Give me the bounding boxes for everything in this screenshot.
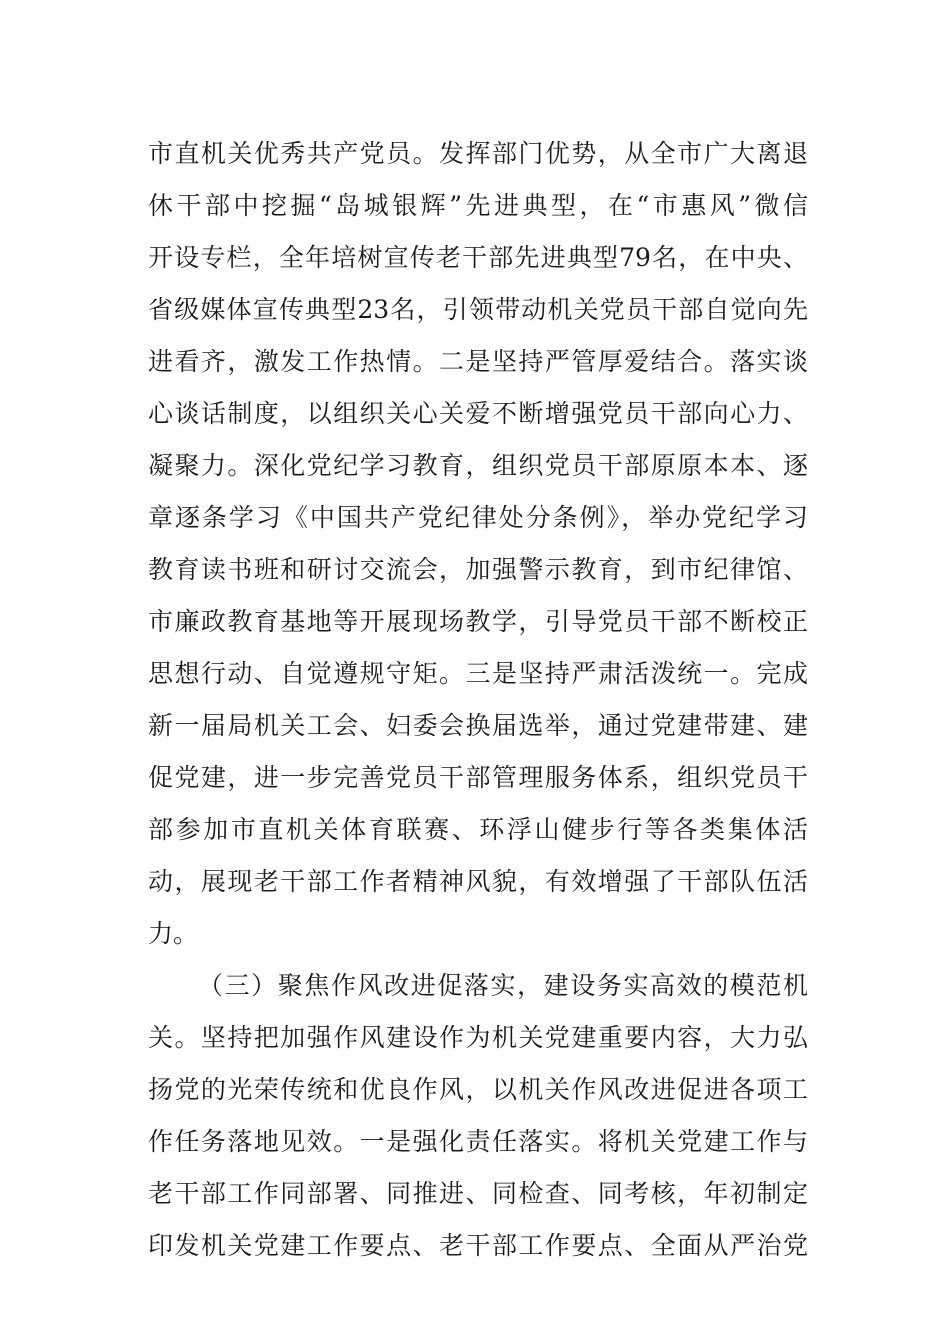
text-line: 新一届局机关工会、妇委会换届选举，通过党建带建、建 [148,711,808,740]
text-line: 市廉政教育基地等开展现场教学，引导党员干部不断校正 [148,607,808,636]
text-line: 思想行动、自觉遵规守矩。三是坚持严肃活泼统一。完成 [148,659,808,688]
text-line: 进看齐，激发工作热情。二是坚持严管厚爱结合。落实谈 [148,347,808,376]
text-line: 部参加市直机关体育联赛、环浮山健步行等各类集体活 [148,815,808,844]
text-line: 促党建，进一步完善党员干部管理服务体系，组织党员干 [148,763,808,792]
text-line: 老干部工作同部署、同推进、同检查、同考核，年初制定 [148,1179,808,1208]
section-heading-line: （三）聚焦作风改进促落实，建设务实高效的模范机 [198,971,808,1000]
text-line: 教育读书班和研讨交流会，加强警示教育，到市纪律馆、 [148,555,808,584]
text-line: 心谈话制度，以组织关心关爱不断增强党员干部向心力、 [148,399,808,428]
text-line: 章逐条学习《中国共产党纪律处分条例》，举办党纪学习 [148,503,808,532]
text-line: 市直机关优秀共产党员。发挥部门优势，从全市广大离退 [148,139,808,168]
text-line: 开设专栏，全年培树宣传老干部先进典型79名，在中央、 [148,243,808,272]
text-line: 作任务落地见效。一是强化责任落实。将机关党建工作与 [148,1127,808,1156]
text-line: 省级媒体宣传典型23名，引领带动机关党员干部自觉向先 [148,295,808,324]
text-line: 凝聚力。深化党纪学习教育，组织党员干部原原本本、逐 [148,451,808,480]
paragraph-end-line: 力。 [148,919,199,948]
text-line: 扬党的光荣传统和优良作风，以机关作风改进促进各项工 [148,1075,808,1104]
text-line: 关。坚持把加强作风建设作为机关党建重要内容，大力弘 [148,1023,808,1052]
text-line: 动，展现老干部工作者精神风貌，有效增强了干部队伍活 [148,867,808,896]
text-line: 休干部中挖掘“岛城银辉”先进典型，在“市惠风”微信 [148,191,808,220]
text-line: 印发机关党建工作要点、老干部工作要点、全面从严治党 [148,1231,808,1260]
body-text [148,128,808,1272]
